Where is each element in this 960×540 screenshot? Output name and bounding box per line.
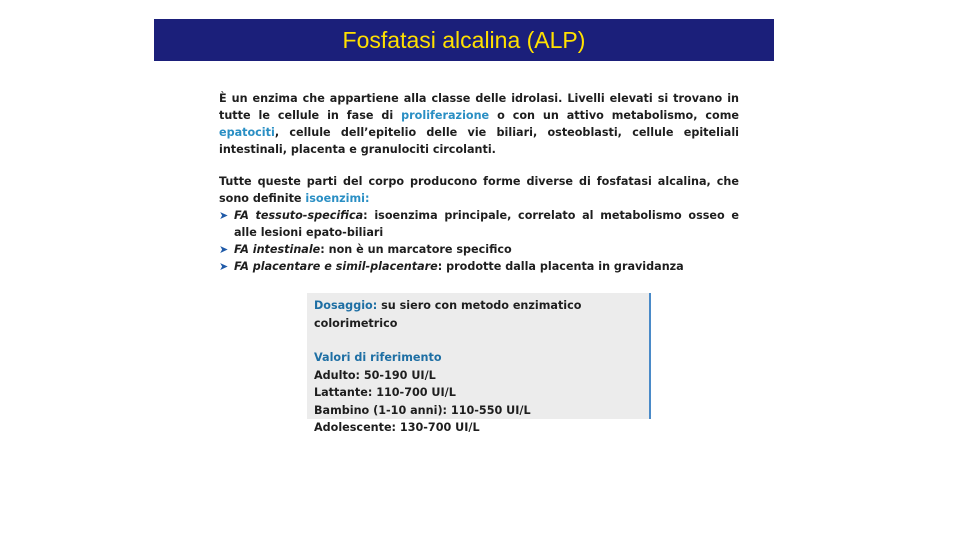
bullet-item <box>219 241 739 258</box>
intro-paragraph <box>219 90 739 158</box>
isoenzymes-text: Tutte queste parti del corpo producono forme diverse di fosfatasi alcalina, che sono definite <box>219 175 739 205</box>
bullet-body <box>234 207 739 241</box>
reference-value: Bambino (1-10 anni): 110-550 UI/L <box>314 403 531 417</box>
slide-title: Fosfatasi alcalina (ALP) <box>342 26 586 53</box>
bullet-desc: : non è un marcatore specifico <box>320 243 512 256</box>
bullet-term: FA tessuto-specifica <box>234 209 364 222</box>
bullet-body <box>234 241 739 258</box>
dosage-text: su siero con metodo enzimatico colorimetrico <box>314 299 582 330</box>
slide-body <box>219 90 739 275</box>
intro-text-3: , cellule dell’epitelio delle vie biliari, osteoblasti, cellule epiteliali intestinali, placenta e granulociti circolanti. <box>219 126 739 156</box>
reference-box <box>307 293 651 434</box>
reference-title: Valori di riferimento <box>314 351 442 364</box>
reference-value: Adolescente: 130-700 UI/L <box>314 421 480 434</box>
bullet-body <box>234 258 739 275</box>
dosage-label: Dosaggio: <box>314 299 378 312</box>
reference-value: Lattante: 110-700 UI/L <box>314 386 456 399</box>
bullet-item <box>219 258 739 275</box>
bullet-desc: : isoenzima principale, correlato al metabolismo osseo e alle lesioni epato-biliari <box>234 209 739 239</box>
bullet-term: FA intestinale <box>234 243 321 256</box>
double-chevron-right-icon: ➤ <box>219 209 226 222</box>
highlight-epatociti: epatociti <box>219 126 275 139</box>
double-chevron-right-icon: ➤ <box>219 260 226 273</box>
dosage-line <box>314 297 649 332</box>
bullet-term: FA placentare e simil-placentare <box>234 260 438 273</box>
spacer <box>314 332 649 349</box>
intro-text-1: È un enzima che appartiene alla classe delle idrolasi. Livelli elevati si trovano in tutte le cellule in fase di <box>219 92 739 122</box>
title-bar <box>154 19 774 61</box>
bullet-item <box>219 207 739 241</box>
intro-text-2: o con un attivo metabolismo, come <box>489 109 739 122</box>
highlight-isoenzimi: isoenzimi: <box>305 192 370 205</box>
isoenzymes-intro <box>219 173 739 207</box>
isoenzymes-section <box>219 173 739 275</box>
bullet-desc: : prodotte dalla placenta in gravidanza <box>437 260 684 273</box>
highlight-proliferazione: proliferazione <box>401 109 490 122</box>
double-chevron-right-icon: ➤ <box>219 243 226 256</box>
reference-value: Adulto: 50-190 UI/L <box>314 368 436 382</box>
